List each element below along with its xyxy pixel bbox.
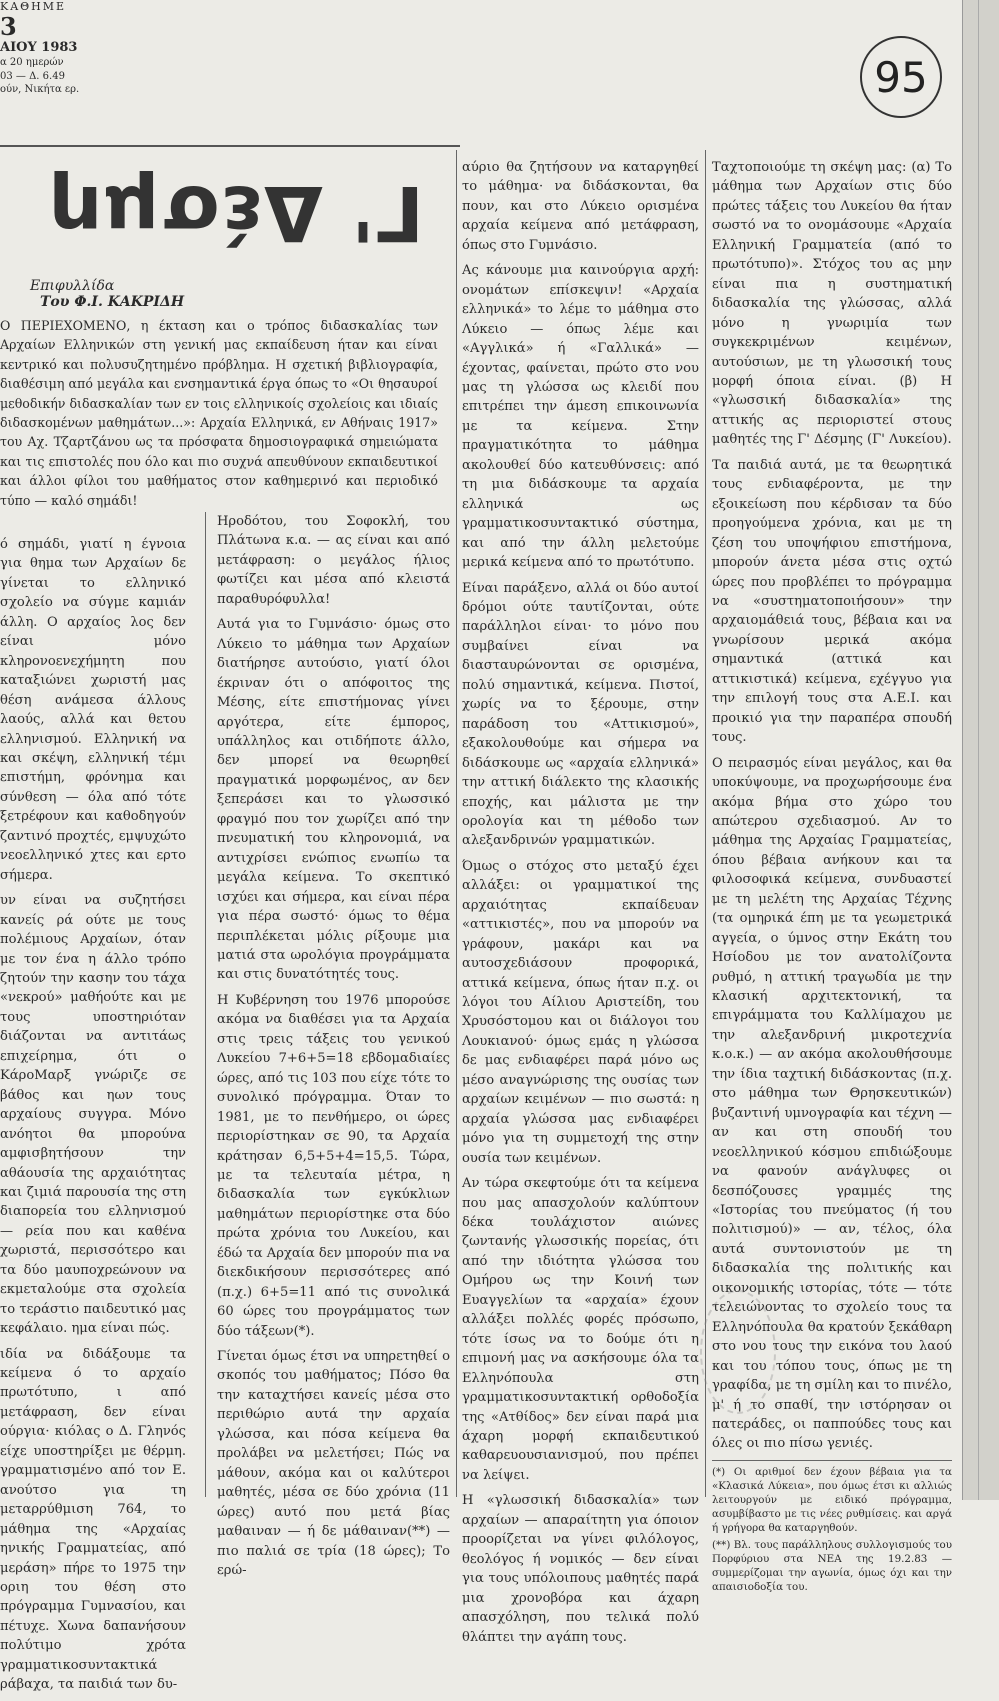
column-paragraph: αύριο θα ζητήσουν να καταργηθεί το μάθημα· να διδάσκονται, θα πουν, και στο Λύκειο ορισμένα αρχαία κείμενα από μετάφραση, όπως στο Γυμνάσιο. xyxy=(462,160,699,253)
column-paragraph: Τα παιδιά αυτά, με τα θεωρητικά τους ενδιαφέροντα, με την εξοικείωση που κέρδισαν τα δύο προηγούμενα χρόνια, και με τη ζέση του υποψήφιου επιστήμονα, μπορούν άνετα μέσα στις οχτώ ώρες που προβλέπει το πρόγραμμα να «συστηματοποιήσουν» την αρχαιομάθειά τους, βέβαια και να γνωρίσουν μερικά ακόμα σημαντικά (αττικά και αττικιστικά) κείμενα, εχέγγυο για την επιλογή τους στα Α.Ε.Ι. και προικιό για την παραπέρα σπουδή τους. xyxy=(712,457,952,746)
column-paragraph: Η «γλωσσική διδασκαλία» των αρχαίων — απαραίτητη για όποιον προορίζεται να γίνει φιλόλογος, θεολόγος ή νομικός — δεν είναι για τους υπόλοιπους μαθητές παρά μια χρονοβόρα και άχαρη απασχόληση, που τελικά πολύ θλάπτει την αγάπη τους. xyxy=(462,1493,699,1645)
page-number: 3 xyxy=(0,11,17,41)
archive-page-stamp: 95 xyxy=(860,36,942,118)
column-paragraph: Αυτά για το Γυμνάσιο· όμως στο Λύκειο το μάθημα των Αρχαίων διατήρησε αυτούσιο, γιατί όλοι έκριναν ότι ο απόφοιτος της Μέσης, είτε επιστήμονας γίνει αργότερα, είτε έμπορος, υπάλληλος και οτιδήποτε άλλο, δεν μπορεί να θεωρηθεί πραγματικά μορφωμένος, αν δεν ξεπεράσει και το γλωσσικό φραγμό που τον χωρίζει από την πνευματική του κληρονομιά, να αντιχρίσει ενώπιος ενωπίω τα μεγάλα κείμενα. Το σκεπτικό ισχύει και σήμερα, και είναι πέρα για πέρα σωστό· όμως το θέμα περιπλέκεται μόλις ρίξουμε μια ματιά στα ωρολόγια προγράμματα και στις δυνατότητές τους. xyxy=(217,617,450,983)
header-divider xyxy=(0,145,460,147)
header-line-2: 03 — Δ. 6.49 xyxy=(0,70,65,82)
column-paragraph: υν είναι να συζητήσει κανείς ρά ούτε με τους πολέμιους Αρχαίων, όταν με τον ένα η άλλο τρόπο ζητούν την κασην του τάχα «νεκρού» μαθήούτε και με τους υποστηριόταν διάζονται να αντιτάως επιχείρημα, ότι ο ΚάροΜαρξ γνώριζε σε βάθος και ηων τους αρχαίους συγγρα. Μόνο ανόητοι θα μπορούνα αμφισβητήσουν την αθάουσία της αρχαιότητας και ζιμιά παρουσία της στη διαπορεία του ελληνισμού — ρεία που και καθένα χωριστά, περισσότερο και τα δύο μαυποχρεώνουν να εκμεταλούμε στα σχολεία το τεράστιο παιδευτικό μας κεφάλαιο. ημα είναι πώς. xyxy=(0,893,186,1337)
column-paragraph: Ας κάνουμε μια καινούργια αρχή: ονομάτων επίσκεψιν! «Αρχαία ελληνικά» το λέμε το μάθημα στο Λύκειο — όπως λέμε και «Αγγλικά» ή «Γαλλικά» — έχοντας, φαίνεται, πρώτο στο νου μας τη γλώσσα ως κλειδί που επιτρέπει την άμεση επικοινωνία με τα κείμενα. Στην πραγματικότητα το μάθημα ακολουθεί δύο κατευθύνσεις: από τη μια διδάσκουμε τα αρχαία ελληνικά ως γραμματικοσυντακτικό σύστημα, και από την άλλη μελετούμε μερικά κείμενα από το πρωτότυπο. xyxy=(462,263,699,571)
header-line-3: ούν, Νικήτα ερ. xyxy=(0,84,80,96)
column-divider xyxy=(205,512,206,1497)
column-divider xyxy=(456,150,457,1497)
column-paragraph: ιδία να διδάξουμε τα κείμενα ό το αρχαίο πρωτότυπο, ι από μετάφραση, δεν είναι ούργια· κιόλας ο Δ. Γληνός είχε υποστηρίξει με θέρμη. γραμματισμένο από τον Ε. ανούτσο για τη μεταρρύθμιση 764, το μάθημα της «Αρχαίας ηνικής Γραμματείας, από μεράση» πήρε το 1975 την οριη του θέση στο πρόγραμμα Γυμνασίου, και πέτυχε. Χωνα δαπανήσουν πολύτιμο χρότα γραμματικοσυντακτικά ράβαχα, τα παιδιά των δυ- xyxy=(0,1346,186,1693)
column-paragraph: Είναι παράξενο, αλλά οι δύο αυτοί δρόμοι ούτε ταυτίζονται, ούτε παράλληλοι είναι· το μόνο που συμβαίνει είναι να διασταυρώνονται σε ορισμένα, πολύ σημαντικά, κείμενα. Πιστοί, χωρίς να το ξέρουμε, στην παράδοση του «Αττικισμού», εξακολουθούμε και σήμερα να διδάσκουμε ως «αρχαία ελληνικά» την αττική διάλεκτο της κλασικής εποχής, και μάλιστα με την ορολογία και τη μέθοδο των αλεξανδρινών γραμματικών. xyxy=(462,580,699,849)
column-paragraph: Ο πειρασμός είναι μεγάλος, και θα υποκύψουμε, να προχωρήσουμε ένα ακόμα βήμα στο χώρο του απώτερου σχεδιασμού. Αν το μάθημα της Αρχαίας Γραμματείας, όπου βέβαια ανήκουν και τα φιλοσοφικά κείμενα, συνδυαστεί με τη μελέτη της Αρχαίας Τέχνης (τα ομηρικά έπη με τα γεωμετρικά αγγεία, ο ύμνος στην Εκάτη του Ησίοδου με τον ανατολίζοντα ρυθμό, η αττική τραγωδία με την κλασική αρχιτεκτονική, τα επιγράμματα του Καλλίμαχου με την αλεξανδρινή μικροτεχνία κ.ο.κ.) — αν ακόμα ακολουθήσουμε την ίδια ταχτική διδάσκοντας (π.χ. στο μάθημα των Θρησκευτικών) βυζαντινή υμνογραφία και τέχνη — αν και στη σπουδή του νεοελληνικού κόσμου επιδιώξουμε να φανούν ανάγλυφες οι δεσπόζουσες γραμμές της «Ιστορίας του πνεύματος (ή του πολιτισμού)» — αν, τέλος, όλα αυτά συντονιστούν με τη διδασκαλία της πολιτικής και οικονομικής ιστορίας, τότε — τότε τελειώνοντας το σχολείο τους τα Ελληνόπουλα θα κρατούν ξεκάθαρη στο νου τους την εικόνα του λαού και του τόπου τους, όπως με τη γραφίδα, με τη σμίλη και το πινέλο, μ' ή το σπαθί, την ιστόρησαν οι πατεράδες, οι παππούδες τους και όλες οι πιο πίσω γενιές. xyxy=(712,755,952,1452)
section-label: Επιφυλλίδα xyxy=(30,278,115,294)
column-3 xyxy=(462,158,699,1653)
library-stamp xyxy=(700,1290,776,1414)
column-paragraph: Αν τώρα σκεφτούμε ότι τα κείμενα που μας απασχολούν καλύπτουν δέκα τουλάχιστον αιώνες ζωντανής γλωσσικής πορείας, ότι από την ιδιότητα γλώσσα του Ομήρου ως την Κοινή των Ευαγγελίων τα «αρχαία» έχουν αλλάξει πολλές φορές πρόσωπο, τότε ίσως να το δούμε ότι η επιμονή μας να ασκήσουμε όλα τα Ελληνόπουλα στη γραμματικοσυντακτική ορθοδοξία της «Ατθίδος» δεν είναι παρά μια άχαρη μορφή εκπαιδευτικού καθαρευουσιανισμού, που πρέπει να λείψει. xyxy=(462,1176,699,1483)
column-1 xyxy=(0,535,186,1701)
article-title: Γ' Δέσμη xyxy=(47,169,424,258)
footnote: (*) Οι αριθμοί δεν έχουν βέβαια για τα «Κλασικά Λύκεια», που όμως έτσι κι αλλιώς λειτουργούν με ειδικό πρόγραμμα, ασυμβίβαστο με τις νέες ρυθμίσεις. και αργά ή γρήγορα θα καταργηθούν. xyxy=(712,1465,952,1534)
column-paragraph: Η Κυβέρνηση του 1976 μπορούσε ακόμα να διαθέσει για τα Αρχαία στις τρεις τάξεις του γενικού Λυκείου 7+6+5=18 εβδομαδιαίες ώρες, από τις 103 που είχε τότε το συνολικό πρόγραμμα. Όταν το 1981, με το πενθήμερο, οι ώρες περιορίστηκαν σε 90, τα Αρχαία κράτησαν 6,5+5+4=15,5. Τώρα, με τα τελευταία μέτρα, η διδασκαλία των εγκύκλιων μαθημάτων περιορίστηκε στα δύο πρώτα χρόνια του Λυκείου, και έδώ τα Αρχαία δεν μπορούν πια να διεκδικήσουν περισσότερες από (π.χ.) 6+5=11 από τις συνολικά 60 ώρες του προγράμματος των δύο τάξεων(*). xyxy=(217,992,450,1339)
column-2 xyxy=(217,512,450,1586)
column-paragraph: Γίνεται όμως έτσι να υπηρετηθεί ο σκοπός του μαθήματος; Πόσο θα την καταχτήσει κανείς μέσα στο περιθώριο αυτά την αρχαία γλώσσα, και πόσα κείμενα θα προλάβει να μελετήσει; Πώς να μάθουν, ακόμα και οι καλύτεροι μαθητές, μέσα σε δύο χρόνια (11 ώρες) αυτό που μετά βίας μαθαιναν — ή δε μάθαιναν(**) — πιο παλιά σε τρία (18 ώρες); Το ερώ- xyxy=(217,1349,450,1579)
author-byline: Του Φ.Ι. ΚΑΚΡΙΔΗ xyxy=(40,294,185,310)
column-paragraph: Ηροδότου, του Σοφοκλή, του Πλάτωνα κ.α. — ας είναι και από μετάφραση: ο μεγάλος ήλιος φωτίζει και μέσα από κλειστά παραθυρόφυλλα! xyxy=(217,514,450,607)
issue-date: ΑΙΟΥ 1983 xyxy=(0,39,78,55)
column-divider xyxy=(705,150,706,1497)
lead-paragraph: Ο ΠΕΡΙΕΧΟΜΕΝΟ, η έκταση και ο τρόπος διδασκαλίας των Αρχαίων Ελληνικών στη γενική μας εκπαίδευση ήταν και είναι κεντρικό και πολυσυζητημένο πρόβλημα. Η σχετική βιβλιογραφία, διαθέσιμη από μεγάλα και ενσημαντικά έργα όπως το «Οι θησαυροί μεθοδικήν διδασκαλίαν των εν τοις ελληνικοίς σχολείοις και ιδιαίς διδασκομένων μαθημάτων...»: Αρχαία Ελληνικά, εν Αθήναις 1917» του Αχ. Τζαρτζάνου ως τα πρόσφατα δημοσιογραφικά σημειώματα και τις επιστολές που όλο και πιο συχνά απευθύνουν εκπαιδευτικοί και άλλοι φίλοι του μαθήματος στον καθημερινό και περιοδικό τύπο — καλό σημάδι! xyxy=(0,318,438,508)
footnotes xyxy=(712,1460,952,1594)
page-edge xyxy=(962,0,999,1500)
column-paragraph: Όμως ο στόχος στο μεταξύ έχει αλλάξει: οι γραμματικοί της αρχαιότητας εκπαίδευαν «αττικιστές», που να μπορούν να γράφουν, μακάρι και να αυτοσχεδιάσουν προφορικά, αττικά κείμενα, όπως ήταν π.χ. οι λόγοι του Αίλιου Αριστείδη, του Χρυσόστομου και οι διάλογοι του Λουκιανού· όμως εμάς η γλώσσα δε μας ενδιαφέρει παρά μόνο ως μέσο αναγνώρισης της ουσίας των αρχαίων κειμένων — πιο σωστά: η αρχαία γλώσσα μας ενδιαφέρει μόνο για τη συμμετοχή της στην ουσία των κειμένων. xyxy=(462,858,699,1166)
masthead-fragment: ΚΑΘΗΜΕ xyxy=(0,0,67,13)
column-paragraph: Ταχτοποιούμε τη σκέψη μας: (α) Το μάθημα των Αρχαίων στις δύο πρώτες τάξεις του Λυκείου θα ήταν σωστό να το ονομάσουμε «Αρχαία Ελληνική Γραμματεία (από το πρωτότυπο)». Στόχος του ας μην είναι πια η συστηματική διδασκαλία της γλώσσας, αλλά μόνο η γνωριμία των συγκεκριμένων κειμένων, αυτούσιων, με τη γλωσσική τους μορφή όποια είναι. (β) Η «γλωσσική διδασκαλία» της αττικής ας περιοριστεί στους μαθητές της Γ' Δέσμης (Γ' Λυκείου). xyxy=(712,160,952,448)
page-edge-line xyxy=(978,0,979,1500)
header-line-1: α 20 ημερών xyxy=(0,57,64,69)
column-paragraph: ό σημάδι, γιατί η έγνοια για θημα των Αρχαίων δε γίνεται το ελληνικό σχολείο να σύγμε καμιάν άλλη. Ο αρχαίος λος δεν είναι μόνο κληρονοενεχήμητη που καταξιώνει χωριστή μας θέση ανάμεσα άλλους λαούς, αλλά και θετου ελληνισμού. Ελληνική να και σκέψη, ελληνική τέμι επιστήμη, φρόνημα και σύνθεση — όλα από τότε ξετρέφουν και καθοδηγούν ζαντινό προχτές, εμψυχώτο νεοελληνικό χτες και ερτο σήμερα. xyxy=(0,537,186,883)
footnote: (**) Βλ. τους παράλληλους συλλογισμούς του Πορφύριου στα ΝΕΑ της 19.2.83 — συμμερίζομαι την αγωνία, όμως όχι και την απαισιοδοξία του. xyxy=(712,1538,952,1593)
newspaper-header xyxy=(0,0,79,97)
